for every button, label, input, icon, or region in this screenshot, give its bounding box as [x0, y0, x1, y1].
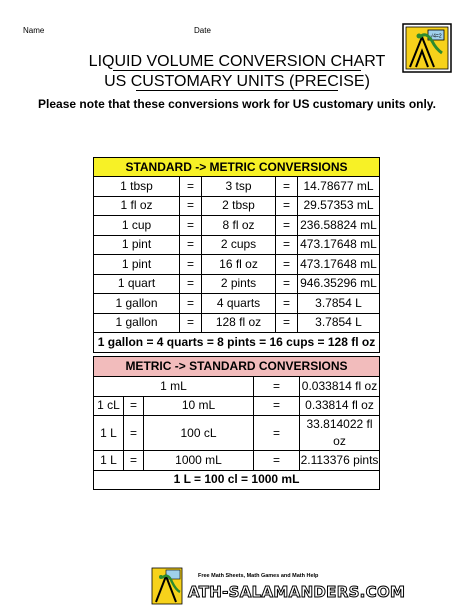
table-cell: 1 gallon [94, 313, 180, 333]
table-cell: = [276, 274, 298, 294]
table-cell: 10 mL [144, 396, 254, 416]
table-cell: 1 L [94, 416, 124, 451]
table-cell: = [254, 396, 300, 416]
table-cell: 128 fl oz [202, 313, 276, 333]
title-underline-2 [136, 90, 338, 91]
metric-to-standard-table [93, 356, 380, 490]
table-row [94, 255, 380, 275]
table-cell: 100 cL [144, 416, 254, 451]
table-row [94, 274, 380, 294]
table-cell: 1 cL [94, 396, 124, 416]
date-label: Date [194, 26, 211, 35]
table-cell: = [276, 196, 298, 216]
table-cell: = [276, 235, 298, 255]
table-cell: 4 quarts [202, 294, 276, 314]
usage-note: Please note that these conversions work for US customary units only. [38, 97, 436, 111]
name-label: Name [23, 26, 45, 35]
table-row [94, 235, 380, 255]
logo-badge-text: √4=2 [430, 33, 442, 40]
table-cell: 0.033814 fl oz [300, 377, 380, 397]
table-footer-row [94, 333, 380, 353]
table-cell: = [254, 451, 300, 471]
table-cell: 946.35296 mL [298, 274, 380, 294]
table-cell: 29.57353 mL [298, 196, 380, 216]
table-cell: 1 pint [94, 255, 180, 275]
table-cell: = [180, 255, 202, 275]
table-cell: 1 cup [94, 216, 180, 236]
page-title-line1: LIQUID VOLUME CONVERSION CHART [88, 53, 386, 70]
table-row [94, 377, 380, 397]
page-title-line2: US CUSTOMARY UNITS (PRECISE) [104, 73, 370, 90]
standard-to-metric-table [93, 157, 380, 353]
table-row [94, 294, 380, 314]
table-cell: 14.78677 mL [298, 177, 380, 197]
table-cell: = [276, 177, 298, 197]
table-cell: 2 tbsp [202, 196, 276, 216]
table-cell: = [180, 235, 202, 255]
table-cell: 1 pint [94, 235, 180, 255]
footer-brand-text[interactable]: ATH-SALAMANDERS.COM [188, 583, 406, 601]
table-cell: = [180, 196, 202, 216]
table-cell: = [254, 377, 300, 397]
table-cell: = [276, 313, 298, 333]
table-cell: 2.113376 pints [300, 451, 380, 471]
table-row [94, 451, 380, 471]
table-cell: 16 fl oz [202, 255, 276, 275]
table-heading-row [94, 158, 380, 177]
table-cell: 473.17648 mL [298, 235, 380, 255]
standard-table-summary: 1 gallon = 4 quarts = 8 pints = 16 cups = 128 fl oz [94, 333, 380, 353]
table-cell: = [276, 255, 298, 275]
table-cell: 1 mL [94, 377, 254, 397]
table-cell: 1 tbsp [94, 177, 180, 197]
table-cell: 3.7854 L [298, 294, 380, 314]
table-cell: = [254, 416, 300, 451]
table-cell: = [276, 294, 298, 314]
table-row [94, 416, 380, 451]
table-cell: 473.17648 mL [298, 255, 380, 275]
table-row [94, 216, 380, 236]
table-row [94, 177, 380, 197]
table-cell: 3.7854 L [298, 313, 380, 333]
table-cell: = [180, 313, 202, 333]
table-cell: = [124, 416, 144, 451]
metric-table-summary: 1 L = 100 cl = 1000 mL [94, 470, 380, 490]
title-underline-1 [113, 70, 361, 71]
table-row [94, 396, 380, 416]
table-cell: = [180, 216, 202, 236]
footer-tagline: Free Math Sheets, Math Games and Math Help [198, 573, 319, 579]
metric-table-heading: METRIC -> STANDARD CONVERSIONS [94, 357, 380, 377]
table-row [94, 196, 380, 216]
table-cell: = [180, 294, 202, 314]
table-cell: = [124, 451, 144, 471]
table-cell: 236.58824 mL [298, 216, 380, 236]
table-cell: 8 fl oz [202, 216, 276, 236]
table-cell: = [124, 396, 144, 416]
table-cell: = [276, 216, 298, 236]
table-cell: = [180, 274, 202, 294]
table-cell: 3 tsp [202, 177, 276, 197]
table-cell: 2 pints [202, 274, 276, 294]
table-cell: 33.814022 fl oz [300, 416, 380, 451]
table-cell: 1000 mL [144, 451, 254, 471]
table-cell: 2 cups [202, 235, 276, 255]
table-footer-row [94, 470, 380, 490]
standard-table-heading: STANDARD -> METRIC CONVERSIONS [94, 158, 380, 177]
table-cell: 1 L [94, 451, 124, 471]
table-row [94, 313, 380, 333]
table-cell: 1 quart [94, 274, 180, 294]
table-cell: 1 gallon [94, 294, 180, 314]
table-cell: 0.33814 fl oz [300, 396, 380, 416]
table-cell: 1 fl oz [94, 196, 180, 216]
table-cell: = [180, 177, 202, 197]
table-heading-row [94, 357, 380, 377]
